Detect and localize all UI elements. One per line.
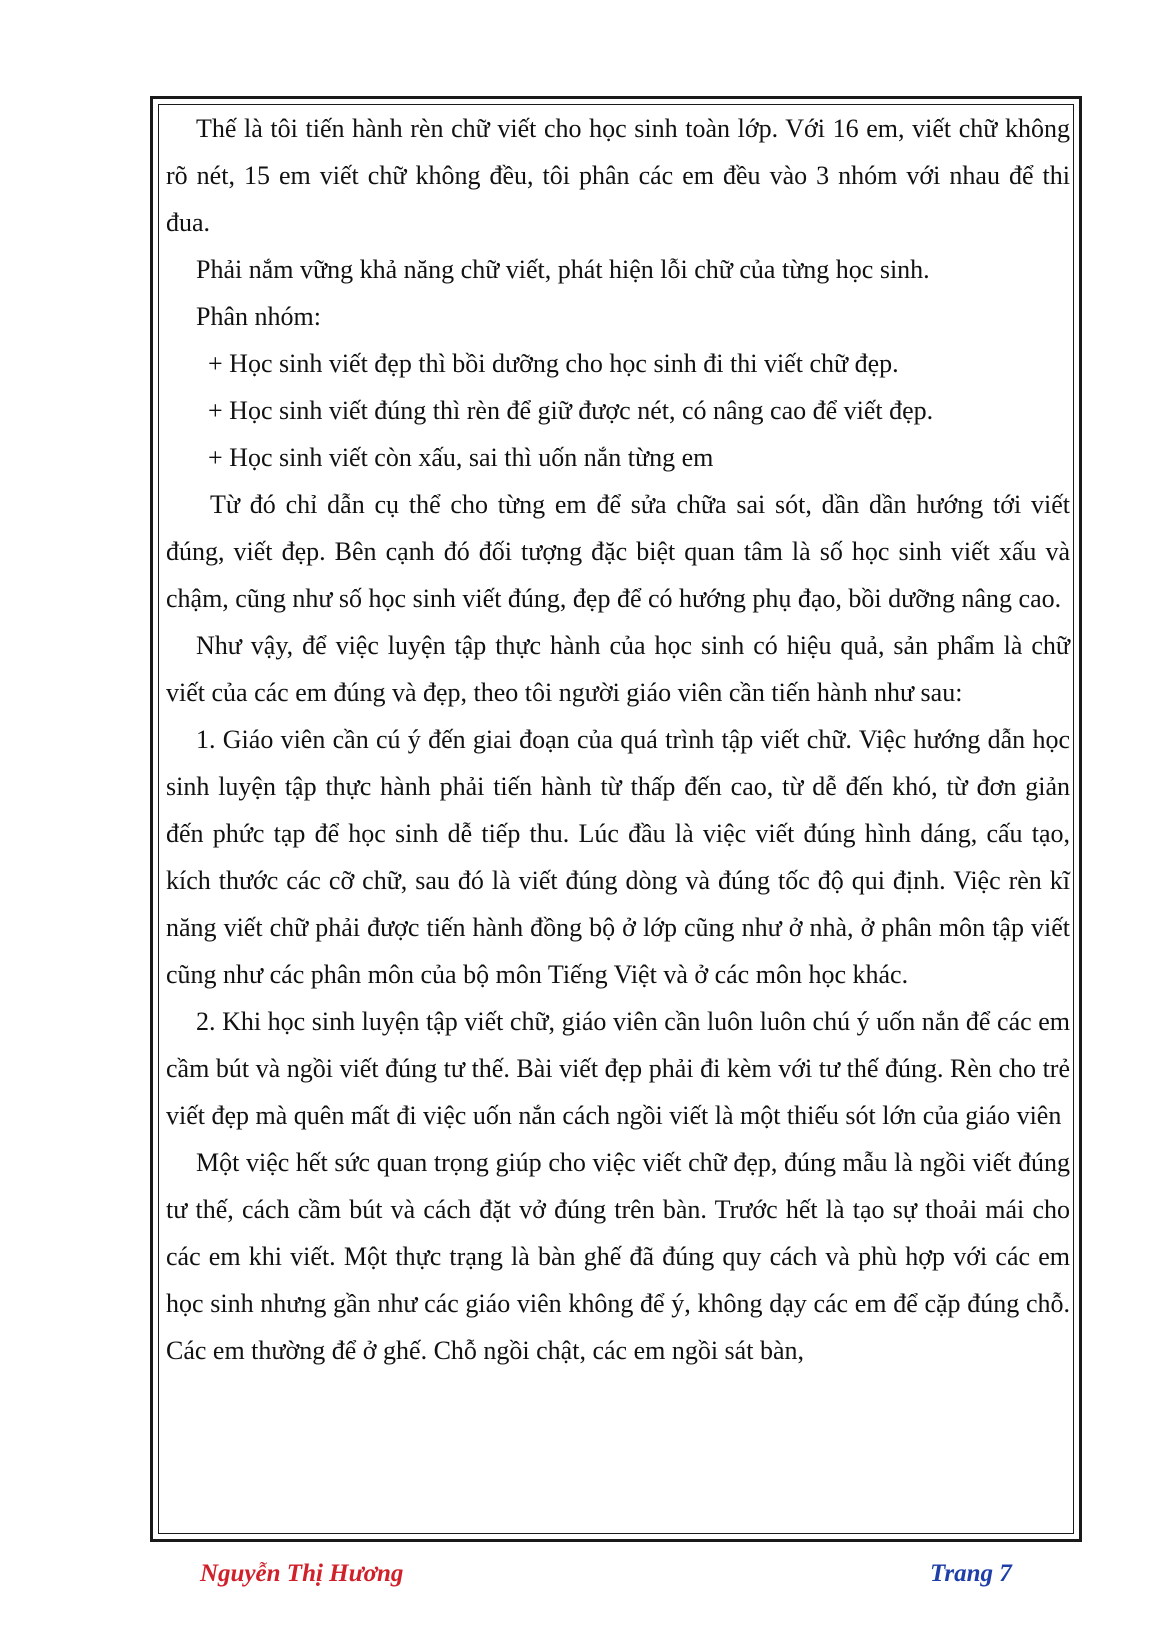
list-item-3: + Học sinh viết còn xấu, sai thì uốn nắn từng em [208,443,714,472]
paragraph-3: Phân nhóm: [196,302,321,331]
paragraph-2: Phải nắm vững khả năng chữ viết, phát hiện lỗi chữ của từng học sinh. [196,255,930,284]
paragraph-6: 1. Giáo viên cần cú ý đến giai đoạn của quá trình tập viết chữ. Việc hướng dẫn học sinh luyện tập thực hành phải tiến hành từ thấp đến cao, từ dễ đến khó, từ đơn giản đến phức tạp để học sinh dễ tiếp thu. Lúc đầu là việc viết đúng hình dáng, cấu tạo, kích thước các cỡ chữ, sau đó là viết đúng dòng và đúng tốc độ qui định. Việc rèn kĩ năng viết chữ phải được tiến hành đồng bộ ở lớp cũng như ở nhà, ở phân môn tập viết cũng như các phân môn của bộ môn Tiếng Việt và ở các môn học khác. [166,725,1070,989]
footer-author: Nguyễn Thị Hương [200,1560,404,1587]
paragraph-7: 2. Khi học sinh luyện tập viết chữ, giáo viên cần luôn luôn chú ý uốn nắn để các em cầm bút và ngồi viết đúng tư thế. Bài viết đẹp phải đi kèm với tư thế đúng. Rèn cho trẻ viết đẹp mà quên mất đi việc uốn nắn cách ngồi viết là một thiếu sót lớn của giáo viên [166,1007,1070,1130]
paragraph-5: Như vậy, để việc luyện tập thực hành của học sinh có hiệu quả, sản phẩm là chữ viết của các em đúng và đẹp, theo tôi người giáo viên cần tiến hành như sau: [166,631,1070,707]
footer-page-number: Trang 7 [930,1560,1012,1587]
list-item-2: + Học sinh viết đúng thì rèn để giữ được nét, có nâng cao để viết đẹp. [208,396,934,425]
paragraph-4: Từ đó chỉ dẫn cụ thể cho từng em để sửa chữa sai sót, dần dần hướng tới viết đúng, viết đẹp. Bên cạnh đó đối tượng đặc biệt quan tâm là số học sinh viết xấu và chậm, cũng như số học sinh viết đúng, đẹp để có hướng phụ đạo, bồi dưỡng nâng cao. [166,490,1070,613]
document-body [166,105,1070,1374]
paragraph-8: Một việc hết sức quan trọng giúp cho việc viết chữ đẹp, đúng mẫu là ngồi viết đúng tư thế, cách cầm bút và cách đặt vở đúng trên bàn. Trước hết là tạo sự thoải mái cho các em khi viết. Một thực trạng là bàn ghế đã đúng quy cách và phù hợp với các em học sinh nhưng gần như các giáo viên không để ý, không dạy các em để cặp đúng chỗ. Các em thường để ở ghế. Chỗ ngồi chật, các em ngồi sát bàn, [166,1148,1070,1365]
page-footer [0,1560,1158,1600]
paragraph-1: Thế là tôi tiến hành rèn chữ viết cho học sinh toàn lớp. Với 16 em, viết chữ không rõ nét, 15 em viết chữ không đều, tôi phân các em đều vào 3 nhóm với nhau để thi đua. [166,114,1070,237]
list-item-1: + Học sinh viết đẹp thì bồi dưỡng cho học sinh đi thi viết chữ đẹp. [208,349,899,378]
